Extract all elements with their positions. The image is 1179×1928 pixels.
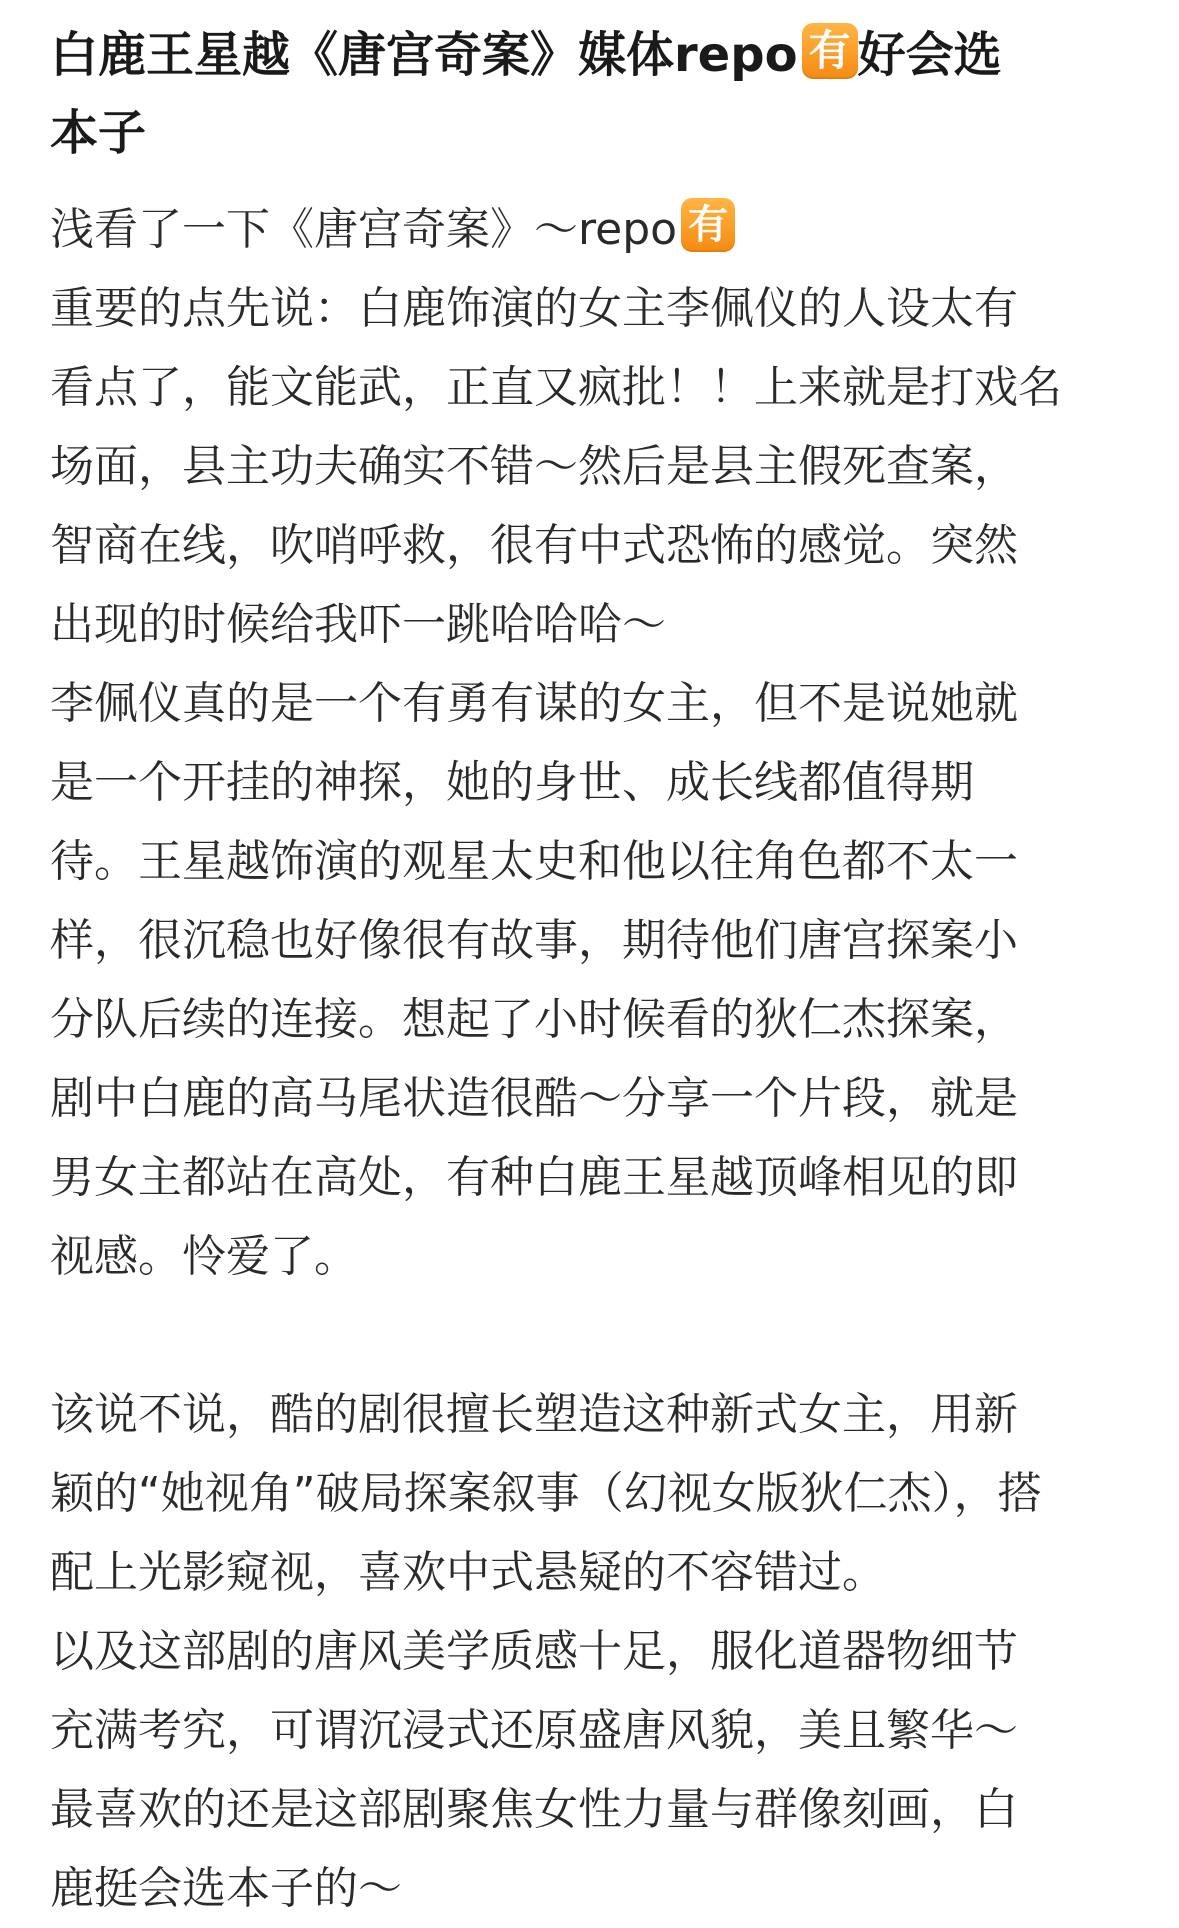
body-line: 该说不说，酷的剧很擅长塑造这种新式女主，用新 — [50, 1389, 1018, 1440]
body-line: 男女主都站在高处，有种白鹿王星越顶峰相见的即 — [50, 1152, 1018, 1203]
you-emoji-icon: 有 — [681, 198, 735, 252]
body-line: 充满考究，可谓沉浸式还原盛唐风貌，美且繁华～ — [50, 1705, 1018, 1756]
title-text-line2: 本子 — [50, 105, 147, 161]
title-text-line1: 白鹿王星越《唐宫奇案》媒体repo — [50, 27, 798, 83]
body-line: 剧中白鹿的高马尾状造很酷～分享一个片段，就是 — [50, 1073, 1018, 1124]
body-line: 场面，县主功夫确实不错～然后是县主假死查案， — [50, 441, 1018, 492]
body-line: 看点了，能文能武，正直又疯批！！上来就是打戏名 — [50, 362, 1062, 413]
body-line: 样，很沉稳也好像很有故事，期待他们唐宫探案小 — [50, 915, 1018, 966]
body-line: 分队后续的连接。想起了小时候看的狄仁杰探案， — [50, 994, 1018, 1045]
body-line: 智商在线，吹哨呼救，很有中式恐怖的感觉。突然 — [50, 520, 1018, 571]
body-line: 李佩仪真的是一个有勇有谋的女主，但不是说她就 — [50, 678, 1018, 729]
body-line: 颖的“她视角”破局探案叙事（幻视女版狄仁杰），搭 — [50, 1468, 1042, 1519]
post-body — [50, 190, 1129, 1928]
body-line: 最喜欢的还是这部剧聚焦女性力量与群像刻画，白 — [50, 1784, 1018, 1835]
paragraph-gap — [50, 1296, 1129, 1375]
body-line: 鹿挺会选本子的～ — [50, 1863, 402, 1914]
body-line: 出现的时候给我吓一跳哈哈哈～ — [50, 599, 666, 650]
body-line: 重要的点先说：白鹿饰演的女主李佩仪的人设太有 — [50, 283, 1018, 334]
body-line: 视感。怜爱了。 — [50, 1231, 358, 1282]
body-line: 是一个开挂的神探，她的身世、成长线都值得期 — [50, 757, 974, 808]
body-line — [50, 190, 1129, 269]
body-line: 待。王星越饰演的观星太史和他以往角色都不太一 — [50, 836, 1018, 887]
body-line-text: 浅看了一下《唐宫奇案》～repo — [50, 204, 678, 255]
you-emoji-icon: 有 — [802, 23, 858, 79]
body-line: 配上光影窥视，喜欢中式悬疑的不容错过。 — [50, 1547, 886, 1598]
post-title — [50, 0, 1129, 172]
title-text-line1-end: 好会选 — [857, 27, 1002, 83]
body-line: 以及这部剧的唐风美学质感十足，服化道器物细节 — [50, 1626, 1018, 1677]
